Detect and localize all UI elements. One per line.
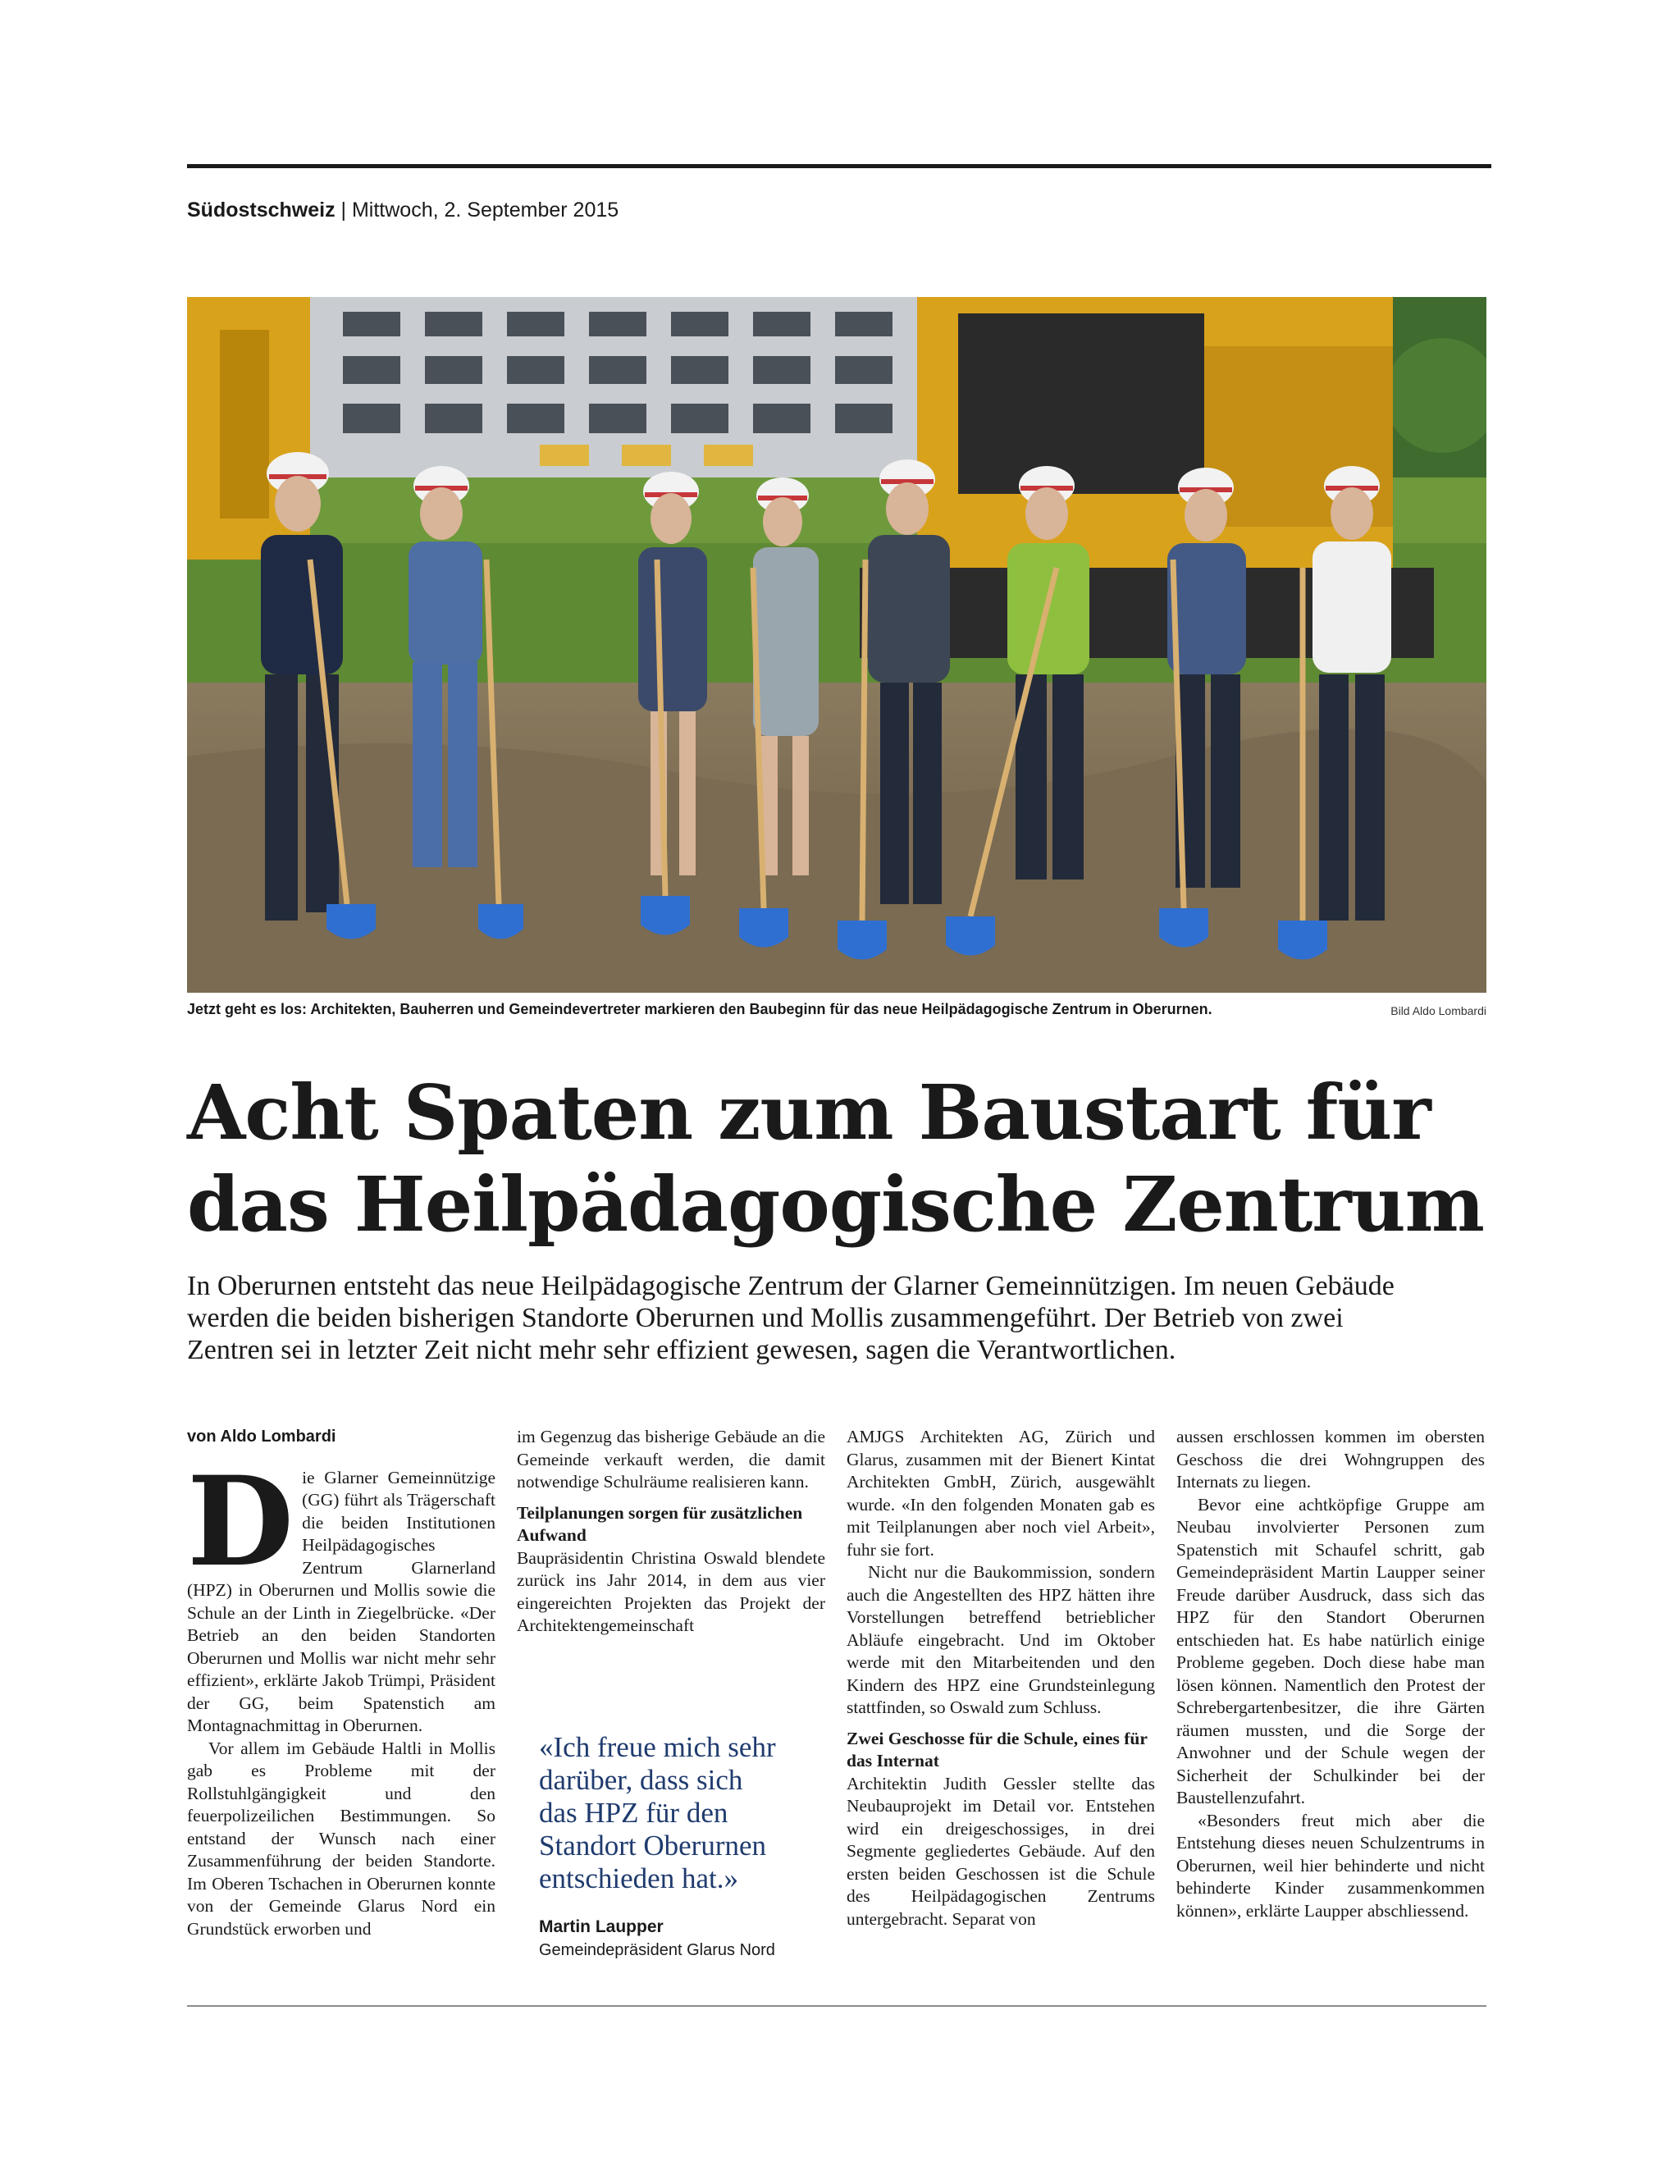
photo-caption: Jetzt geht es los: Architekten, Bauherren und Gemeindevertreter markieren den Baubeginn für das neue Heilpädagogische Zentrum in Oberurnen. bbox=[187, 1001, 1212, 1017]
body-paragraph-2: Vor allem im Gebäude Haltli in Mollis gab es Probleme mit der Rollstuhlgängigkeit und den feuerpolizeilichen Bestimmungen. So entstand der Wunsch nach einer Zusammenführung der beiden Standorte. Im Oberen Tschachen in Oberurnen konnte von der Gemeinde Glarus Nord ein Grundstück erworben und bbox=[187, 1738, 495, 1939]
publication-date: Mittwoch, 2. September 2015 bbox=[351, 199, 619, 222]
body-paragraph-1-text: ie Glarner Gemeinnützige (GG) führt als Trägerschaft die beiden Institutionen Heilpädagogisches Zentrum Glarnerland (HPZ) in Oberurnen und Mollis sowie die Schule an der Linth in Ziegelbrücke. «Der Betrieb an den beiden Standorten Oberurnen und Mollis war nicht mehr sehr effizient», erklärte Jakob Trümpi, Präsident der GG, beim Spatenstich am Montagnachmittag in Oberurnen. bbox=[187, 1467, 495, 1735]
bottom-rule bbox=[187, 2005, 1486, 2007]
body-paragraph-1 bbox=[187, 1449, 495, 1738]
lead-line-1: In Oberurnen entsteht das neue Heilpädagogische Zentrum der Glarner Gemeinnützigen. Im neuen Gebäude bbox=[187, 1271, 1395, 1301]
lead-line-2: werden die beiden bisherigen Standorte Oberurnen und Mollis zusammengeführt. Der Betrieb von zwei bbox=[187, 1303, 1344, 1333]
dateline bbox=[187, 199, 619, 222]
body-paragraph-10: «Besonders freut mich aber die Entstehung dieses neuen Schulzentrums in Oberurnen, weil hier behinderte und nicht behinderte Kinder zusammenkommen können», erklärte Laupper abschliessend. bbox=[1176, 1810, 1485, 1921]
headline bbox=[187, 1067, 1500, 1250]
drop-cap: D bbox=[187, 1449, 294, 1594]
subheading-teilplanungen: Teilplanungen sorgen für zusätzlichen Aufwand bbox=[517, 1502, 803, 1545]
pull-quote-attribution-role: Gemeindepräsident Glarus Nord bbox=[539, 1941, 775, 1959]
body-paragraph-4: Baupräsidentin Christina Oswald blendete zurück ins Jahr 2014, in dem aus vier eingereichten Projekten das Projekt der Architektengemeinschaft bbox=[517, 1547, 825, 1635]
article-column-3 bbox=[847, 1426, 1155, 1930]
body-paragraph-7: Architektin Judith Gessler stellte das Neubauprojekt im Detail vor. Entstehen wird ein dreigeschossiges, in drei Segmente gegliedertes Gebäude. Auf den ersten beiden Geschossen ist die Schule des Heilpädagogischen Zentrums untergebracht. Separat von bbox=[847, 1773, 1155, 1929]
headline-line-1: Acht Spaten zum Baustart für bbox=[187, 1068, 1431, 1157]
dateline-separator: | bbox=[335, 199, 352, 222]
headline-line-2: das Heilpädagogische Zentrum bbox=[187, 1160, 1485, 1249]
author-byline: von Aldo Lombardi bbox=[187, 1428, 336, 1446]
pull-quote-line-3: das HPZ für den bbox=[539, 1797, 728, 1829]
groundbreaking-photo-illustration bbox=[187, 297, 1486, 993]
body-paragraph-8: aussen erschlossen kommen im obersten Geschoss die drei Wohngruppen des Internats zu liegen. bbox=[1176, 1427, 1485, 1492]
photo-credit: Bild Aldo Lombardi bbox=[1390, 1004, 1486, 1017]
publication-name: Südostschweiz bbox=[187, 199, 336, 222]
article-column-2 bbox=[517, 1426, 825, 1638]
pull-quote-line-2: darüber, dass sich bbox=[539, 1764, 743, 1796]
body-paragraph-6: Nicht nur die Baukommission, sondern auch die Angestellten des HPZ hätten ihre Vorstellungen betreffend betrieblicher Abläufe eingebracht. Und im Oktober werde mit den Mitarbeitenden und den Kindern des HPZ eine Grundsteinlegung stattfinden, so Oswald zum Schluss. bbox=[847, 1562, 1155, 1717]
article-column-4 bbox=[1176, 1426, 1485, 1922]
lead-paragraph bbox=[187, 1270, 1500, 1366]
pull-quote-line-1: «Ich freue mich sehr bbox=[539, 1731, 776, 1763]
pull-quote bbox=[539, 1731, 818, 1895]
top-rule bbox=[187, 164, 1491, 168]
lead-line-3: Zentren sei in letzter Zeit nicht mehr sehr effizient gewesen, sagen die Verantwortlichen. bbox=[187, 1335, 1176, 1365]
subheading-zwei-geschosse: Zwei Geschosse für die Schule, eines für das Internat bbox=[847, 1728, 1148, 1771]
pull-quote-line-5: entschieden hat.» bbox=[539, 1862, 738, 1894]
pull-quote-attribution-name: Martin Laupper bbox=[539, 1917, 664, 1936]
body-paragraph-9: Bevor eine achtköpfige Gruppe am Neubau involvierter Personen zum Spatenstich mit Schaufel schritt, gab Gemeindepräsident Martin Laupper seiner Freude darüber Ausdruck, dass sich das HPZ für den Standort Oberurnen entschieden hat. Es habe natürlich einige Probleme gegeben. Doch diese habe man lösen können. Namentlich den Protest der Schrebergartenbesitzer, die ihre Gärten räumen mussten, und die Sorge der Anwohner und der Schule wegen der Sicherheit der Schulkinder bei der Baustellenzufahrt. bbox=[1176, 1494, 1485, 1807]
article-photo bbox=[187, 297, 1486, 993]
article-column-1 bbox=[187, 1426, 495, 1940]
pull-quote-line-4: Standort Oberurnen bbox=[539, 1830, 767, 1862]
body-paragraph-3: im Gegenzug das bisherige Gebäude an die Gemeinde verkauft werden, die damit notwendige Schulräume realisieren kann. bbox=[517, 1427, 825, 1492]
body-paragraph-5: AMJGS Architekten AG, Zürich und Glarus, zusammen mit der Bienert Kintat Architekten GmbH, Zürich, ausgewählt wurde. «In den folgenden Monaten gab es mit Teilplanungen aber noch viel Arbeit», fuhr sie fort. bbox=[847, 1427, 1155, 1560]
